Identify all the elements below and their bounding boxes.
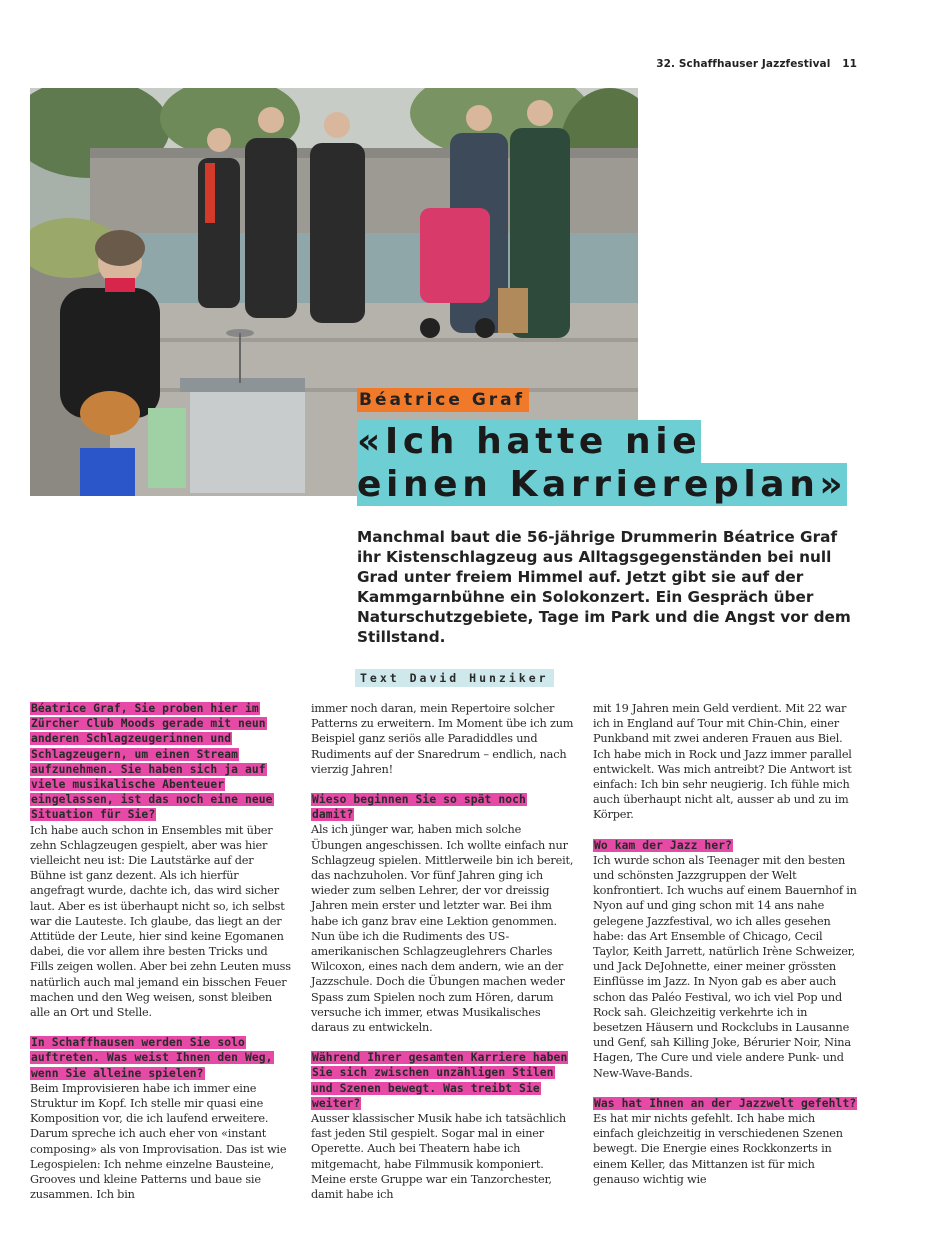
question: In Schaffhausen werden Sie solo auftreten. Was weist Ihnen den Weg, wenn Sie alleine spielen?	[31, 1036, 273, 1080]
article-lead: Manchmal baut die 56-jährige Drummerin Béatrice Graf ihr Kistenschlagzeug aus Alltagsgegenständen bei null Grad unter freiem Himmel auf. Jetzt gibt sie auf der Kammgarnbühne ein Solokonzert. Ein Gespräch über Naturschutzgebiete, Tage im Park und die Angst vor dem Stillstand.	[357, 528, 851, 646]
text-column-1	[30, 701, 292, 1203]
page-number: 11	[842, 58, 857, 70]
answer: Es hat mir nichts gefehlt. Ich habe mich einfach gleichzeitig in verschiedenen Szenen bewegt. Die Energie eines Rockkonzerts in einem Keller, das Mittanzen ist für mich genauso wichtig wie	[593, 1112, 843, 1186]
article-kicker: Béatrice Graf	[357, 388, 529, 412]
article-title	[357, 420, 857, 506]
question: Béatrice Graf, Sie proben hier im Zürcher Club Moods gerade mit neun anderen Schlagzeugerinnen und Schlagzeugern, um einen Stream aufzunehmen. Sie haben sich ja auf viele musikalische Abenteuer eingelassen, ist das noch eine neue Situation für Sie?	[31, 702, 273, 822]
question: Was hat Ihnen an der Jazzwelt gefehlt?	[594, 1096, 857, 1110]
byline: Text David Hunziker	[355, 669, 554, 687]
answer: Ich habe auch schon in Ensembles mit über zehn Schlagzeugen gespielt, aber was hier vielleicht neu ist: Die Lautstärke auf der Bühne ist ganz dezent. Als ich hierfür angefragt wurde, dachte ich, das wird sicher laut. Aber es ist überhaupt nicht so, ich selbst war die Lauteste. Ich glaube, das liegt an der Attitüde der Leute, hier sind keine Egomanen dabei, die vor allem ihre besten Tricks und Fills zeigen wollen. Aber bei zehn Leuten muss natürlich auch mal jemand ein bisschen Feuer machen und den Weg weisen, sonst bleiben alle an Ort und Stelle.	[30, 823, 291, 1020]
running-header	[656, 58, 857, 70]
answer: mit 19 Jahren mein Geld verdient. Mit 22 war ich in England auf Tour mit Chin-Chin, einer Punkband mit zwei anderen Frauen aus Biel. Ich habe mich in Rock und Jazz immer parallel entwickelt. Was mich antreibt? Die Antwort ist einfach: Ich bin sehr neugierig. Ich fühle mich auch überhaupt nicht alt, ausser ab und zu im Körper.	[593, 702, 852, 822]
text-column-2	[311, 701, 575, 1202]
question: Während Ihrer gesamten Karriere haben Sie sich zwischen unzähligen Stilen und Szenen bewegt. Was treibt Sie weiter?	[312, 1051, 568, 1110]
question: Wo kam der Jazz her?	[594, 838, 733, 852]
title-line-2: einen Karriereplan»	[357, 464, 848, 505]
answer: Als ich jünger war, haben mich solche Übungen angeschissen. Ich wollte einfach nur Schlagzeug spielen. Mittlerweile bin ich bereit, das nachzuholen. Vor fünf Jahren ging ich wieder zum selben Lehrer, der vor dreissig Jahren mein erster und letzter war. Bei ihm habe ich ganz brav eine Lektion genommen. Nun übe ich die Rudiments des US-amerikanischen Schlagzeuglehrers Charles Wilcoxon, eines nach dem andern, wie an der Jazzschule. Doch die Übungen machen weder Spass zum Spielen noch zum Hören, darum versuche ich immer, etwas Musikalisches daraus zu entwickeln.	[311, 823, 574, 1035]
answer: Ausser klassischer Musik habe ich tatsächlich fast jeden Stil gespielt. Sogar mal in einer Operette. Auch bei Theatern habe ich mitgemacht, habe Filmmusik komponiert. Meine erste Gruppe war ein Tanzorchester, damit habe ich	[311, 1112, 566, 1202]
answer: immer noch daran, mein Repertoire solcher Patterns zu erweitern. Im Moment übe ich zum Beispiel ganz seriös alle Paradiddles und Rudiments auf der Snaredrum – endlich, nach vierzig Jahren!	[311, 702, 574, 776]
question: Wieso beginnen Sie so spät noch damit?	[312, 793, 526, 822]
answer: Beim Improvisieren habe ich immer eine Struktur im Kopf. Ich stelle mir quasi eine Komposition vor, die ich laufend erweitere. Darum spreche ich auch eher von «instant composing» als von Improvisation. Das ist wie Legospielen: Ich nehme einzelne Bausteine, Grooves und kleine Patterns und baue sie zusammen. Ich bin	[30, 1081, 287, 1202]
text-column-3	[593, 701, 859, 1187]
publication-name: 32. Schaffhauser Jazzfestival	[656, 58, 831, 70]
answer: Ich wurde schon als Teenager mit den besten und schönsten Jazzgruppen der Welt konfrontiert. Ich wuchs auf einem Bauernhof in Nyon auf und ging schon mit 14 ans nahe gelegene Jazzfestival, wo ich alles gesehen habe: das Art Ensemble of Chicago, Cecil Taylor, Keith Jarrett, natürlich Irène Schweizer, und Jack DeJohnette, einer meiner grössten Einflüsse im Jazz. In Nyon gab es aber auch schon das Paléo Festival, wo ich viel Pop und Rock sah. Gleichzeitig verkehrte ich in besetzen Häusern und Rockclubs in Lausanne und Genf, sah Killing Joke, Bérurier Noir, Nina Hagen, The Cure und viele andere Punk- und New-Wave-Bands.	[593, 853, 857, 1080]
title-line-1: «Ich hatte nie	[357, 421, 702, 462]
